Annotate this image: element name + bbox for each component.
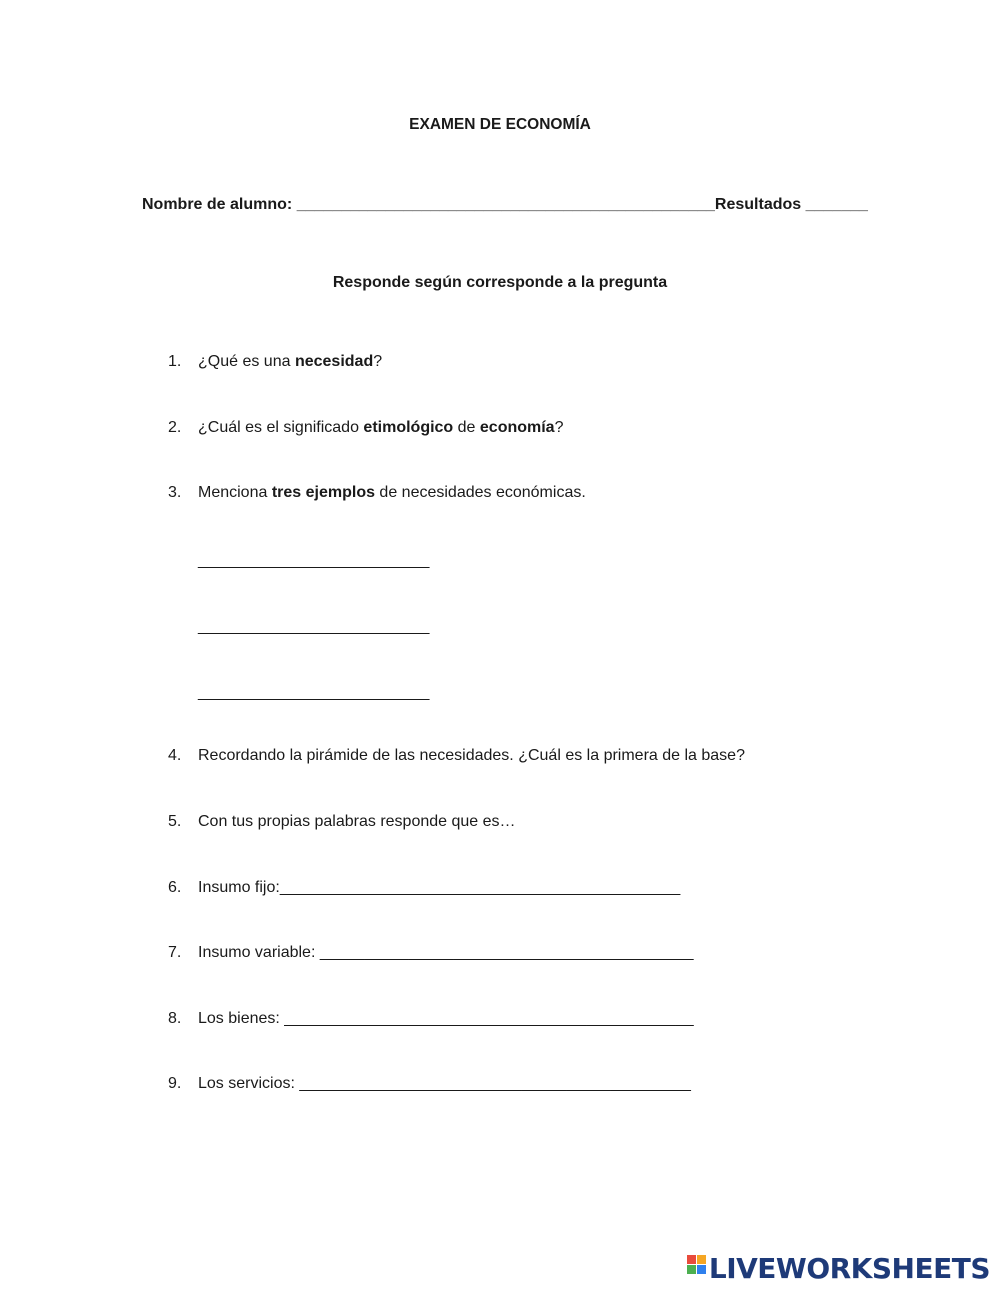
question-number: 7. — [168, 944, 182, 961]
question-number: 8. — [168, 1010, 182, 1027]
question-6[interactable]: Insumo fijo:_____________________________________________ — [198, 879, 681, 896]
question-1: ¿Qué es una necesidad? — [198, 353, 383, 370]
student-name-label: Nombre de alumno: — [142, 196, 297, 213]
logo-text: LIVEWORKSHEETS — [708, 1252, 990, 1285]
question-7[interactable]: Insumo variable: __________________________________________ — [198, 944, 694, 961]
question-number: 5. — [168, 813, 182, 830]
liveworksheets-logo[interactable] — [687, 1252, 990, 1285]
question-9[interactable]: Los servicios: ____________________________________________ — [198, 1075, 691, 1092]
question-4: Recordando la pirámide de las necesidades. ¿Cuál es la primera de la base? — [198, 747, 745, 764]
answer-blank-2[interactable]: __________________________ — [198, 618, 430, 635]
exam-title: EXAMEN DE ECONOMÍA — [409, 116, 591, 133]
instructions: Responde según corresponde a la pregunta — [332, 274, 668, 291]
question-3: Menciona tres ejemplos de necesidades económicas. — [198, 484, 586, 501]
question-number: 6. — [168, 879, 182, 896]
question-number: 9. — [168, 1075, 182, 1092]
answer-blank-1[interactable]: __________________________ — [198, 552, 430, 569]
question-number: 3. — [168, 484, 182, 501]
answer-blank-3[interactable]: __________________________ — [198, 684, 430, 701]
question-5: Con tus propias palabras responde que es… — [198, 813, 516, 830]
student-name-field[interactable]: _______________________________________________ — [296, 196, 715, 213]
question-number: 2. — [168, 419, 182, 436]
question-number: 1. — [168, 353, 182, 370]
question-2: ¿Cuál es el significado etimológico de economía? — [198, 419, 564, 436]
results-field[interactable]: _______ — [805, 196, 868, 213]
student-info-line — [142, 196, 868, 214]
question-8[interactable]: Los bienes: ______________________________________________ — [198, 1010, 694, 1027]
results-label: Resultados — [714, 196, 806, 213]
question-number: 4. — [168, 747, 182, 764]
logo-blocks-icon — [687, 1255, 706, 1282]
